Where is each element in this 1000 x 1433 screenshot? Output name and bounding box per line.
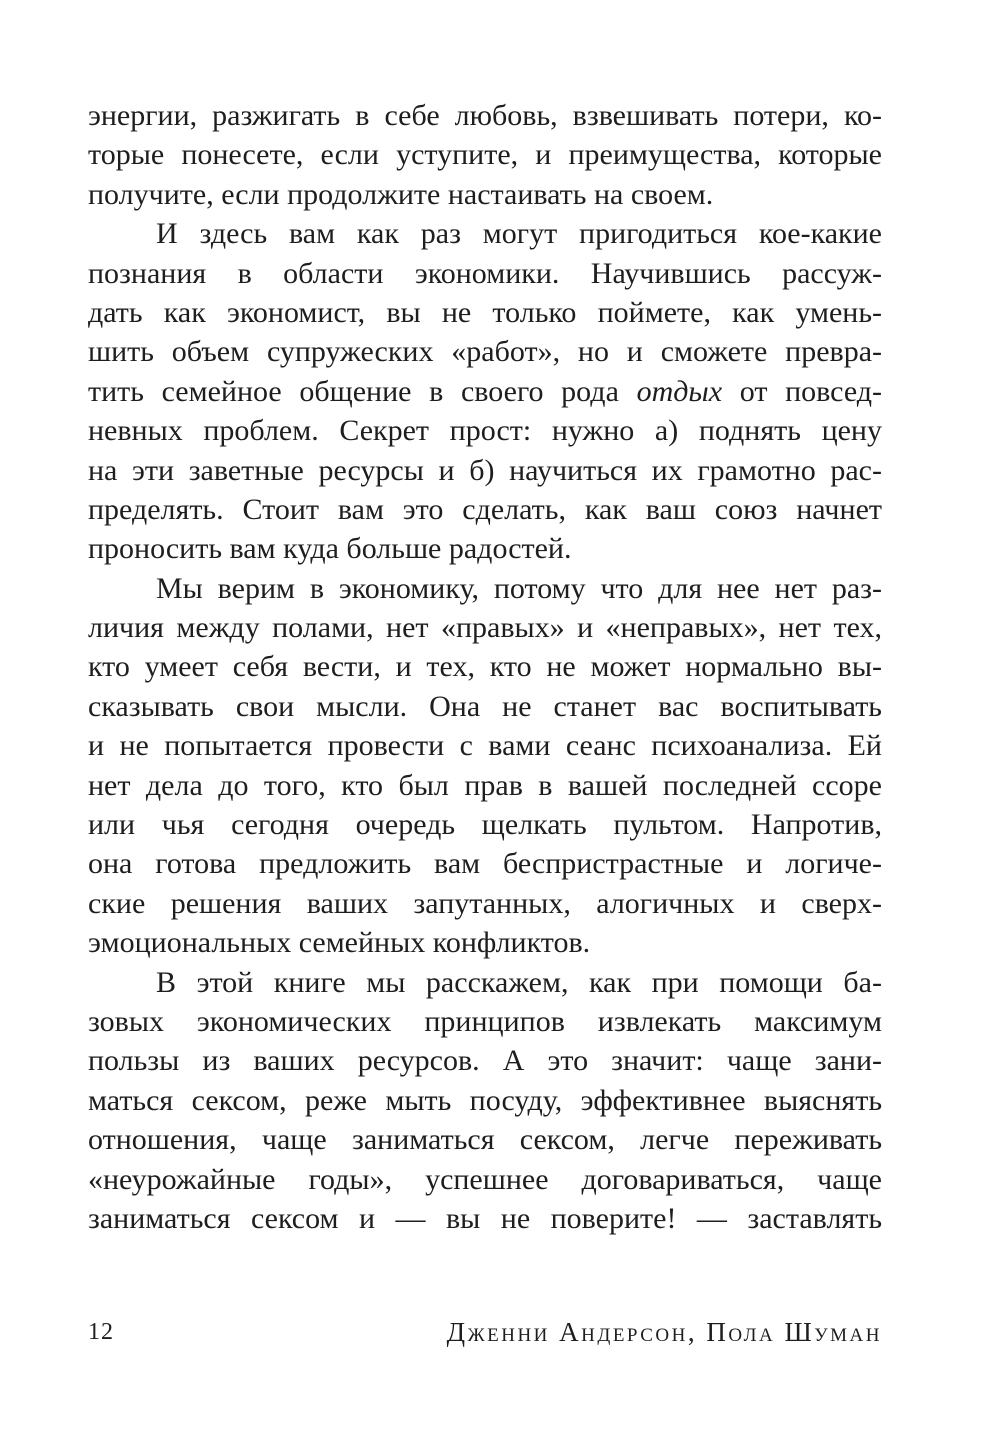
- text-line: ские решения ваших запутанных, алогичных и сверх-: [88, 886, 882, 920]
- text-line: «неурожайные годы», успешнее договариваться, чаще: [88, 1162, 882, 1196]
- text-line: И здесь вам как раз могут пригодиться кое-какие: [156, 217, 882, 251]
- text-line: Мы верим в экономику, потому что для нее нет раз-: [156, 571, 882, 605]
- text-span: тить семейное общение в своего рода: [88, 374, 637, 408]
- text-line: пользы из ваших ресурсов. А это значит: чаще зани-: [88, 1044, 882, 1078]
- page-number: 12: [88, 1318, 114, 1345]
- text-line: проносить вам куда больше радостей.: [88, 532, 572, 566]
- page-footer: [88, 1312, 882, 1352]
- text-line: эмоциональных семейных конфликтов.: [88, 926, 591, 960]
- text-line: и не попытается провести с вами сеанс психоанализа. Ей: [88, 729, 882, 763]
- text-line: или чья сегодня очередь щелкать пультом. Напротив,: [88, 808, 882, 842]
- text-line: зовых экономических принципов извлекать максимум: [88, 1004, 882, 1038]
- text-line: отношения, чаще заниматься сексом, легче переживать: [88, 1123, 882, 1157]
- text-line: маться сексом, реже мыть посуду, эффективнее выяснять: [88, 1083, 882, 1117]
- text-line: получите, если продолжите настаивать на своем.: [88, 177, 714, 211]
- text-line: пределять. Стоит вам это сделать, как ваш союз начнет: [88, 492, 882, 526]
- text-line: сказывать свои мысли. Она не станет вас воспитывать: [88, 689, 882, 723]
- text-line: невных проблем. Секрет прост: нужно а) поднять цену: [88, 414, 882, 448]
- text-line: она готова предложить вам беспристрастные и логиче-: [88, 847, 882, 881]
- text-line: энергии, разжигать в себе любовь, взвешивать потери, ко-: [88, 99, 882, 132]
- text-line: на эти заветные ресурсы и б) научиться их грамотно рас-: [88, 453, 882, 487]
- text-line: нет дела до того, кто был прав в вашей последней ссоре: [88, 768, 882, 802]
- italic-word: отдых: [636, 374, 723, 408]
- body-text: [88, 96, 882, 1238]
- text-line: дать как экономист, вы не только поймете, как умень-: [88, 295, 882, 329]
- text-line: шить объем супружеских «работ», но и сможете превра-: [88, 335, 882, 369]
- text-line: В этой книге мы расскажем, как при помощи ба-: [156, 965, 882, 999]
- running-head: Дженни Андерсон, Пола Шуман: [446, 1316, 882, 1347]
- text-line-with-italic: [88, 372, 882, 411]
- text-line: познания в области экономики. Научившись рассуж-: [88, 256, 882, 290]
- text-line: торые понесете, если уступите, и преимущества, которые: [88, 138, 882, 172]
- text-line: заниматься сексом и — вы не поверите! — заставлять: [88, 1201, 882, 1235]
- text-line: кто умеет себя вести, и тех, кто не может нормально вы-: [88, 650, 882, 684]
- text-line: личия между полами, нет «правых» и «неправых», нет тех,: [88, 611, 882, 645]
- text-span: от повсед-: [722, 374, 882, 408]
